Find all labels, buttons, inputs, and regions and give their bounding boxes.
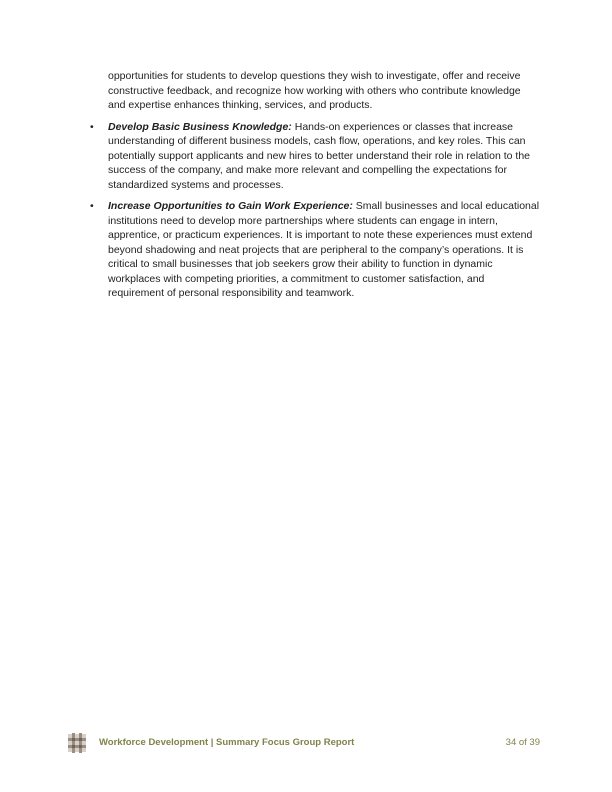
bullet-heading: Increase Opportunities to Gain Work Experience: [108,200,353,212]
bullet-item-work-experience [90,199,540,301]
bullet-body-text: Hands-on experiences or classes that increase understanding of different business models, cash flow, operations, and key roles. This can potentially support applicants and new hires to better understand their role in relation to the success of the company, and make more relevant and compelling the expectations for standardized systems and processes. [108,120,531,191]
bullet-item-business-knowledge [90,120,540,193]
bullet-body-text: Small businesses and local educational institutions need to develop more partnerships where students can engage in intern, apprentice, or practicum experiences. It is important to note these experiences must extend beyond shadowing and neat projects that are peripheral to the company’s operations. It is critical to small businesses that job seekers grow their ability to function in dynamic workplaces with competing priorities, a commitment to customer satisfaction, and requirement of personal responsibility and teamwork. [108,200,540,299]
bullet-heading: Develop Basic Business Knowledge: [108,120,292,133]
page-number: 34 of 39 [505,737,540,748]
paragraph-continuation: opportunities for students to develop questions they wish to investigate, offer and receive constructive feedback, and recognize how working with others who contribute knowledge and expertise enhances thinking, services, and products. [108,70,521,111]
bullet-icon: • [90,120,94,133]
page-content [72,69,540,308]
bullet-icon: • [90,200,94,212]
workforce-logo-grid-icon [68,733,86,753]
bullet-text [108,199,540,301]
footer-report-title: Workforce Development | Summary Focus Group Report [99,737,355,748]
bullet-text [108,120,540,193]
page-footer [68,733,540,753]
